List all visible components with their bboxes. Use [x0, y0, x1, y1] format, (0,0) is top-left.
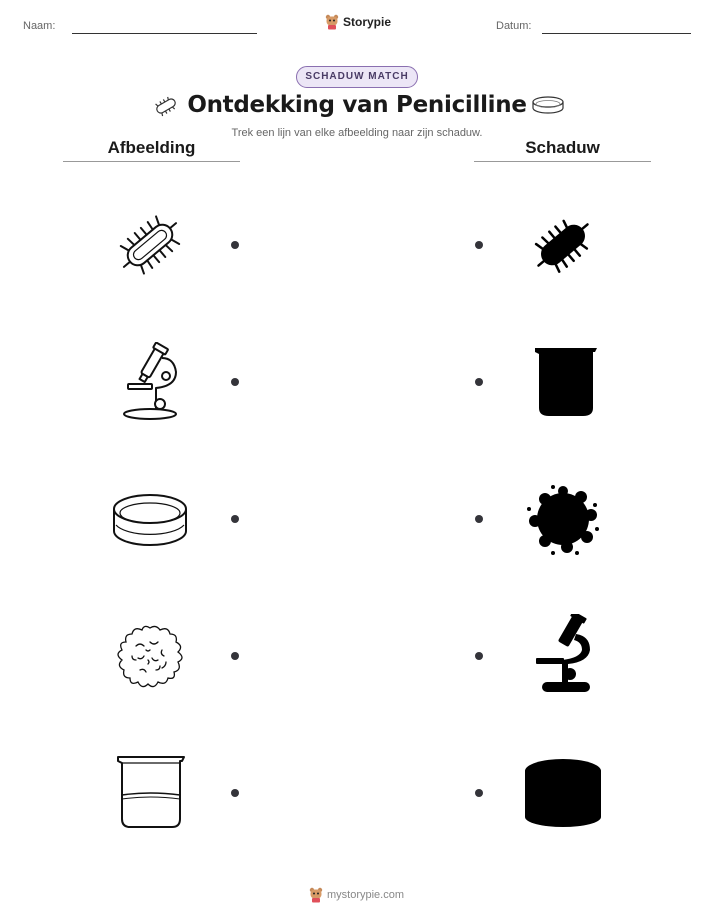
mascot-icon	[309, 887, 323, 903]
date-field[interactable]	[542, 33, 691, 34]
beaker-picture[interactable]	[110, 753, 190, 833]
right-dot-1[interactable]	[475, 241, 483, 249]
brand-logo	[325, 14, 391, 30]
footer-brand	[309, 887, 404, 903]
bacteria-picture[interactable]	[110, 205, 190, 285]
bacteria-icon	[150, 94, 182, 118]
right-dot-2[interactable]	[475, 378, 483, 386]
date-label: Datum:	[496, 20, 532, 32]
page-title: Ontdekking van Penicilline	[187, 92, 527, 118]
petri-dish-icon	[530, 94, 566, 118]
column-header-left: Afbeelding	[107, 138, 196, 157]
brand-name: Storypie	[343, 15, 392, 29]
left-dot-3[interactable]	[231, 515, 239, 523]
right-dot-3[interactable]	[475, 515, 483, 523]
name-field[interactable]	[72, 33, 257, 34]
mascot-icon	[325, 14, 339, 30]
left-dot-1[interactable]	[231, 241, 239, 249]
left-dot-2[interactable]	[231, 378, 239, 386]
left-dot-4[interactable]	[231, 652, 239, 660]
petri-dish-picture[interactable]	[110, 479, 190, 559]
right-dot-5[interactable]	[475, 789, 483, 797]
footer-url[interactable]: mystorypie.com	[327, 889, 405, 901]
column-rule-left	[63, 161, 240, 162]
microscope-silhouette[interactable]	[528, 614, 608, 694]
column-header-right: Schaduw	[525, 138, 600, 157]
column-rule-right	[474, 161, 651, 162]
mold-spore-picture[interactable]	[110, 616, 190, 696]
petri-dish-silhouette[interactable]	[523, 753, 603, 833]
bacteria-silhouette[interactable]	[523, 205, 603, 285]
instruction-text: Trek een lijn van elke afbeelding naar zijn schaduw.	[231, 127, 483, 139]
name-label: Naam:	[23, 20, 56, 32]
activity-badge: SCHADUW MATCH	[296, 66, 418, 88]
microscope-picture[interactable]	[110, 342, 190, 422]
mold-spore-silhouette[interactable]	[523, 479, 603, 559]
beaker-silhouette[interactable]	[525, 342, 605, 422]
right-dot-4[interactable]	[475, 652, 483, 660]
left-dot-5[interactable]	[231, 789, 239, 797]
